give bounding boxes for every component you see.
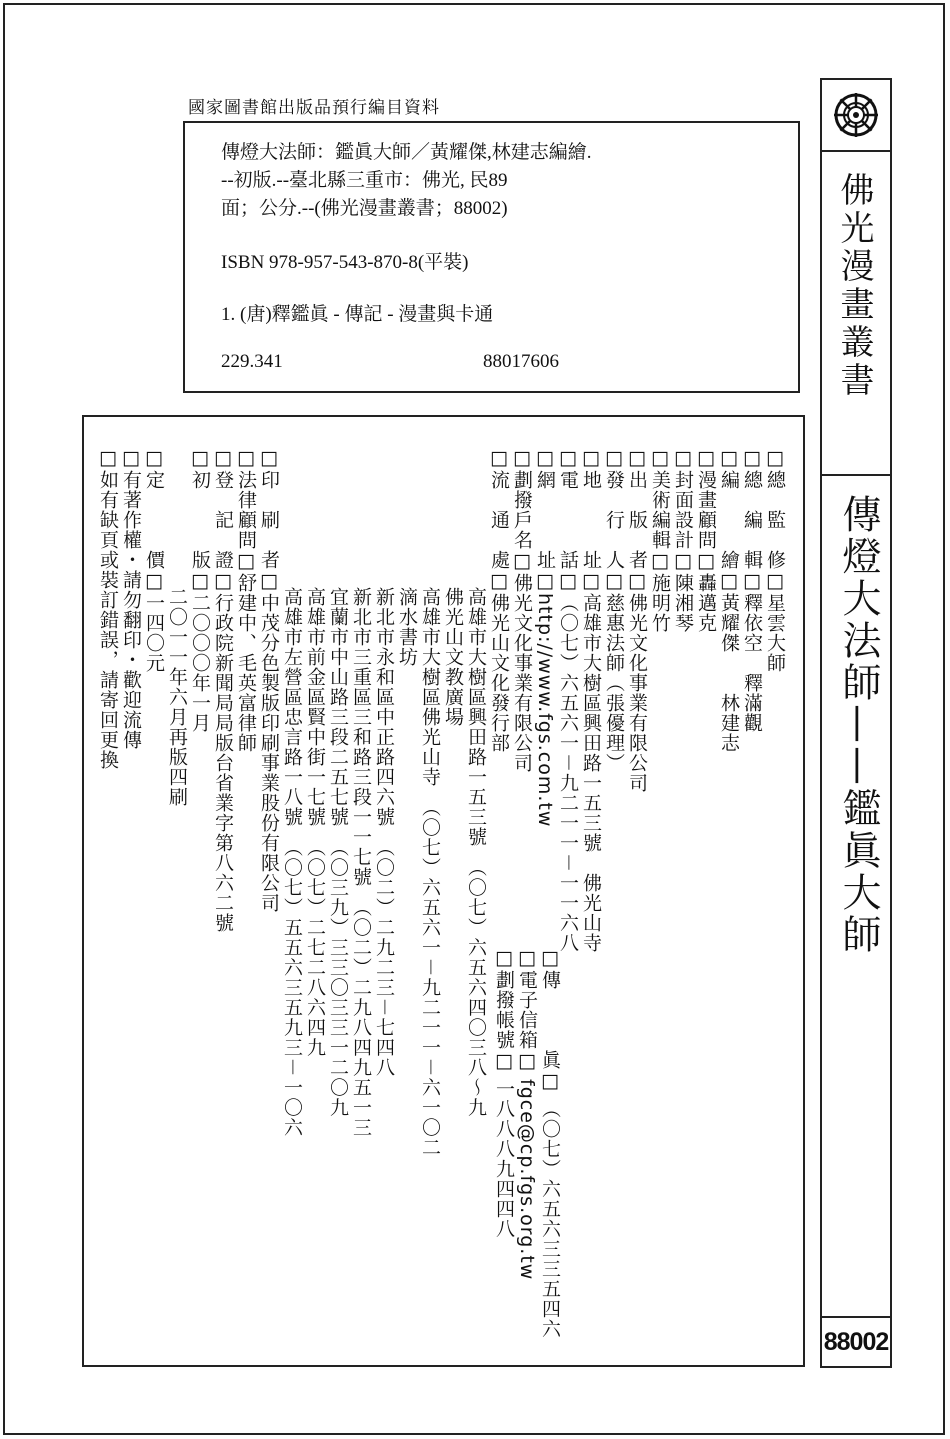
fax-label: □傳 眞□ [539,947,561,1093]
colophon-value: http://www.fgs.com.tw [534,593,556,828]
colophon-column [97,447,119,770]
colophon-column [764,447,786,673]
colophon-column [603,447,625,773]
spine-logo [822,80,890,152]
colophon-label: □網 址□ [534,447,556,593]
colophon-column [281,447,303,1138]
colophon-label: □總 監 修□ [764,447,786,593]
colophon-column [695,447,717,633]
colophon-value: 高雄市大樹區興田路一五三號 佛光山寺 [580,593,602,953]
fax-entry [539,947,561,1339]
colophon-column [442,447,464,727]
colophon-label: □封面設計□ [672,447,694,573]
colophon-column [235,447,257,753]
colophon-value: 慈惠法師（張優理） [603,593,625,773]
book-spine [820,78,892,1368]
colophon-value: 一四〇元 [143,593,165,673]
colophon-value: 轟邁克 [695,573,717,633]
spine-series-title [822,152,890,476]
colophon-label: □電 話□ [557,447,579,593]
colophon-column [373,447,395,1078]
account-value: 一八八八九四四八 [493,1079,515,1239]
cip-class-number: 229.341 [221,351,283,372]
colophon-label: □總 編 輯□ [741,447,763,593]
colophon-value: 舒建中、毛英富律師 [235,573,257,753]
colophon-label: □初 版□ [189,447,211,593]
colophon-value: 行政院新聞局局版台省業字第八六二號 [212,593,234,933]
colophon-column [304,447,326,1058]
colophon-value: 高雄市大樹區佛光山寺 （〇七）六五六一－九二一一－六一〇二 [419,587,441,1158]
cip-record-number: 88017606 [483,351,559,372]
colophon-value: 星雲大師 [764,593,786,673]
colophon-value: 高雄市左營區忠言路一八號 （〇七）五五六三五九三－一〇六 [281,587,303,1138]
colophon-column [511,447,533,773]
colophon-value: 釋依空 釋滿觀 [741,593,763,733]
email-value: fgce@cp.fgs.org.tw [516,1079,538,1281]
cip-record-box [183,121,800,393]
cip-edition-line: --初版.--臺北縣三重市：佛光, 民89 [221,170,508,191]
colophon-column [396,447,418,667]
colophon-column [718,447,740,753]
spine-book-code: 88002 [820,1316,892,1368]
colophon-label: □美術編輯□ [649,447,671,573]
fax-value: （〇七）六五六三三五四六 [539,1099,561,1339]
colophon-label: □法律顧問□ [235,447,257,573]
colophon-label: □如有缺頁或裝訂錯誤，請寄回更換 [97,447,119,770]
colophon-label: □地 址□ [580,447,602,593]
colophon-value: 高雄市大樹區興田路一五三號 （〇七）六五六四〇三八～九 [465,587,487,1118]
colophon-value: 宜蘭市中山路三段二五七號 （〇三九）三三〇三三一二〇九 [327,587,349,1118]
colophon-column [488,447,510,753]
colophon-column [327,447,349,1118]
colophon-label: □發 行 人□ [603,447,625,593]
cip-subject: 1. (唐)釋鑑眞 - 傳記 - 漫畫與卡通 [221,304,494,325]
colophon-value: 二〇〇〇年一月 [189,593,211,733]
colophon-column [120,447,142,750]
colophon-value: 黃耀傑 林建志 [718,593,740,753]
colophon-column [465,447,487,1118]
colophon-box [82,415,805,1367]
cip-heading: 國家圖書館出版品預行編目資料 [188,98,440,118]
spine-book-title [822,476,890,1362]
book-title: 傳燈大法師——鑑眞大師 [836,494,881,956]
colophon-column [350,447,372,1138]
colophon-column [258,447,280,913]
colophon-value: （〇七）六五六一－九二一一－一一六八 [557,593,579,954]
colophon-column [626,447,648,793]
colophon-value: 中茂分色製版印刷事業股份有限公司 [258,593,280,913]
colophon-label: □有著作權・請勿翻印・歡迎流傳 [120,447,142,750]
series-name: 佛光漫畫叢書 [834,172,874,400]
colophon-label: □流 通 處□ [488,447,510,593]
colophon-label: □印 刷 者□ [258,447,280,593]
colophon-value: 佛光山文化發行部 [488,593,510,753]
colophon-column [580,447,602,953]
colophon-column [672,447,694,633]
colophon-label: □劃撥戶名□ [511,447,533,573]
email-label: □電子信箱□ [516,947,538,1073]
email-entry [516,947,538,1280]
cip-series-line: 面；公分.--(佛光漫畫叢書；88002) [221,198,508,219]
colophon-value: 陳湘琴 [672,573,694,633]
colophon-value: 佛光文化事業有限公司 [511,573,533,773]
account-label: □劃撥帳號□ [493,947,515,1073]
colophon-column [741,447,763,733]
colophon-value: 二〇一一年六月再版四刷 [166,587,188,807]
colophon-label: □出 版 者□ [626,447,648,593]
colophon-label: □登 記 證□ [212,447,234,593]
colophon-label: □漫畫顧問□ [695,447,717,573]
colophon-value: 佛光文化事業有限公司 [626,593,648,793]
colophon-column [649,447,671,633]
colophon-value: 新北市三重區三和路三段一一七號 （〇二）二九八四九五一三 [350,587,372,1138]
colophon-column [557,447,579,953]
colophon-label: □編 繪□ [718,447,740,593]
colophon-value: 佛光山文教廣場 [442,587,464,727]
colophon-column [419,447,441,1158]
colophon-column [143,447,165,673]
cip-isbn: ISBN 978-957-543-870-8(平裝) [221,252,469,273]
colophon-value: 施明竹 [649,573,671,633]
colophon-column [166,447,188,807]
colophon-column [212,447,234,933]
colophon-column [189,447,211,733]
colophon-value: 高雄市前金區賢中街一七號 （〇七）二七二八六四九 [304,587,326,1058]
colophon-column [534,447,556,827]
dharma-wheel-icon [833,92,879,138]
colophon-value: 滴水書坊 [396,587,418,667]
colophon-value: 新北市永和區中正路四六號 （〇二）二九二三－七四八 [373,587,395,1078]
colophon-label: □定 價□ [143,447,165,593]
account-entry [493,947,515,1239]
cip-title-line: 傳燈大法師：鑑眞大師／黃耀傑,林建志編繪. [221,142,592,163]
